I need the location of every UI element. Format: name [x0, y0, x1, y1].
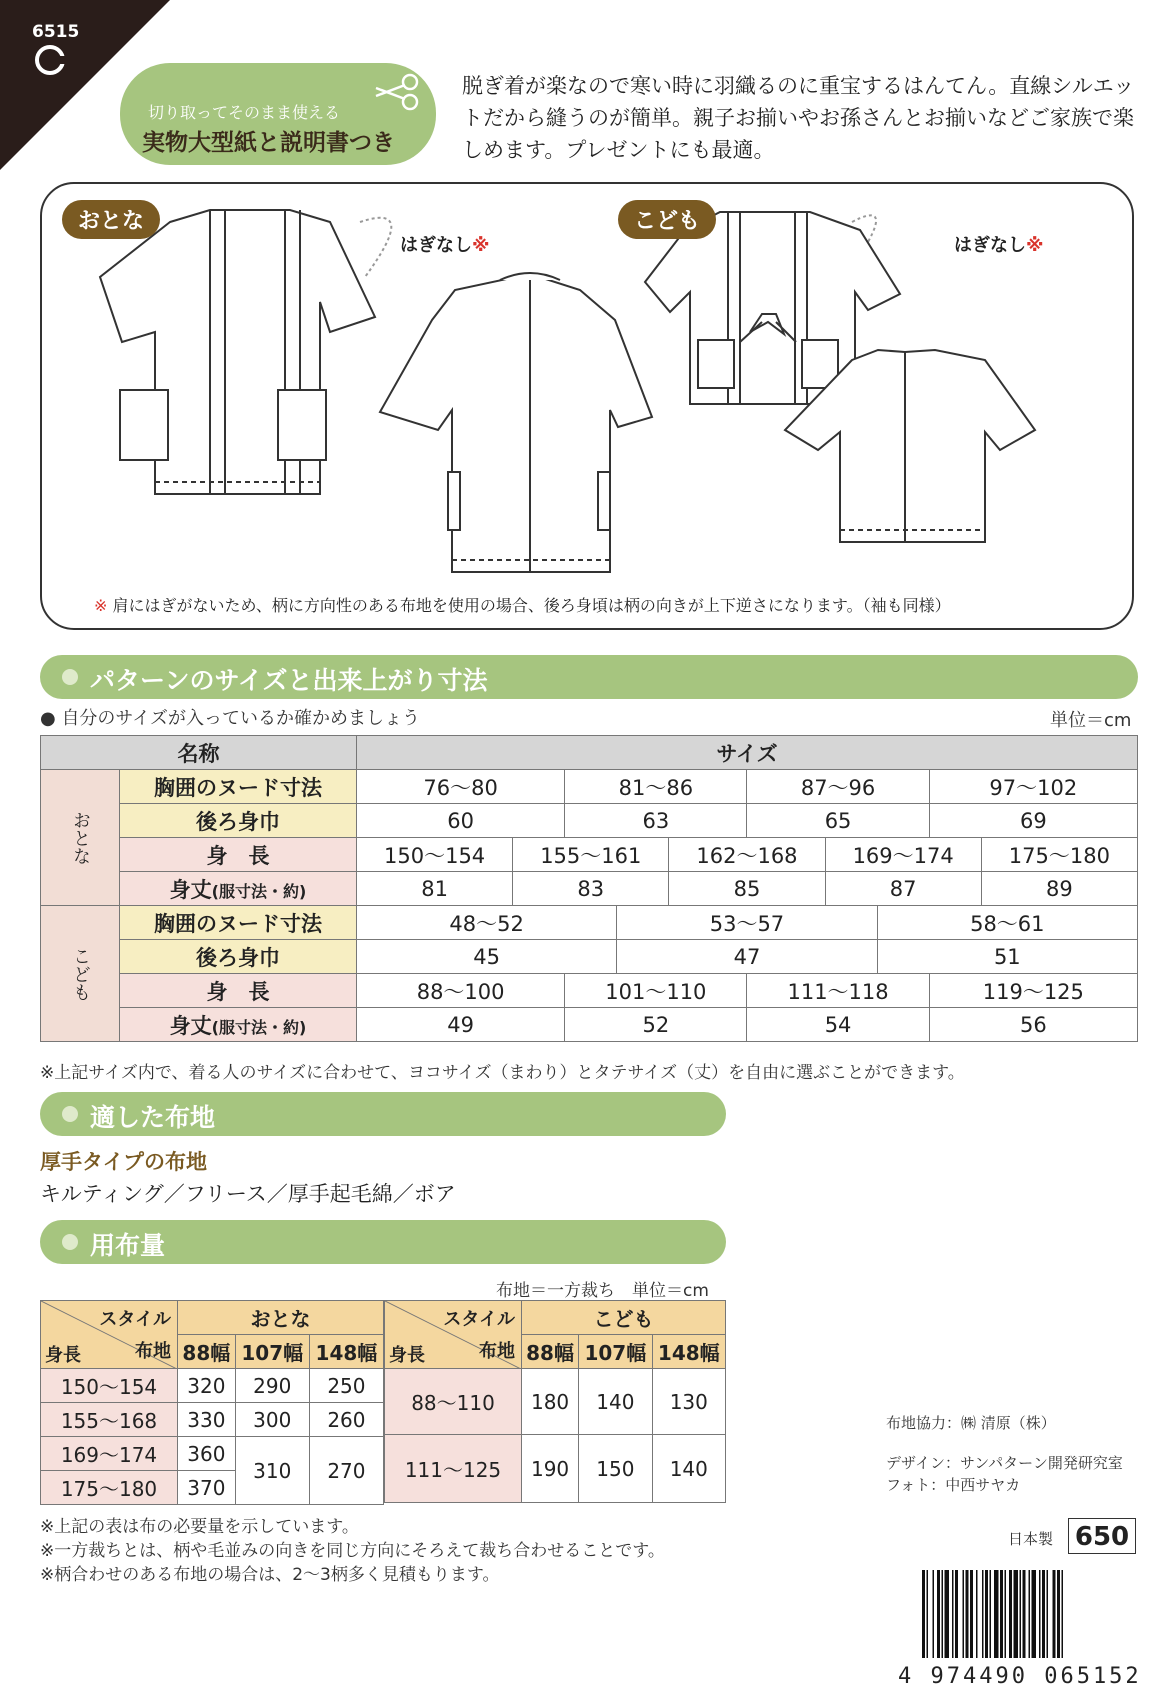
table-cell: 140 — [652, 1435, 725, 1503]
price-box: 650 — [1068, 1518, 1136, 1554]
table-cell: 130 — [652, 1369, 725, 1435]
height-label: 身長 — [45, 1345, 81, 1366]
table-corner — [41, 1301, 178, 1369]
table-corner — [385, 1301, 522, 1369]
barcode-bar — [1057, 1570, 1060, 1658]
barcode-bar — [1023, 1570, 1026, 1658]
table-cell: 260 — [309, 1403, 383, 1437]
brand-logo-icon — [32, 42, 68, 78]
table-cell: 180 — [522, 1369, 579, 1435]
table-cell: 89 — [981, 872, 1137, 906]
product-code: 6515 — [32, 22, 80, 42]
child-group-label: こども — [41, 906, 120, 1042]
barcode-bar — [1014, 1570, 1019, 1658]
width-header: 107幅 — [235, 1335, 309, 1369]
barcode-bar — [994, 1570, 999, 1658]
design-credit: デザイン：サンパターン開発研究室 — [886, 1454, 1123, 1472]
table-row — [41, 1301, 384, 1335]
barcode-bar — [952, 1570, 954, 1658]
panel-note — [94, 593, 951, 616]
made-in-label: 日本製 — [1008, 1530, 1054, 1548]
table-row — [41, 974, 1138, 1008]
table-cell: 56 — [929, 1008, 1137, 1042]
barcode-bar — [1053, 1570, 1056, 1658]
adult-tag: おとな — [62, 200, 160, 239]
row-label-back-width: 後ろ身巾 — [120, 804, 357, 838]
table-row — [41, 1403, 384, 1437]
table-cell: 190 — [522, 1435, 579, 1503]
barcode-bar — [982, 1570, 984, 1658]
table-cell: 290 — [235, 1369, 309, 1403]
height-cell: 169〜174 — [41, 1437, 178, 1471]
asterisk-mark: ※ — [1026, 235, 1044, 256]
intro-text: 脱ぎ着が楽なので寒い時に羽織るのに重宝するはんてん。直線シルエットだから縫うのが簡単。親子お揃いやお孫さんとお揃いなどご家族で楽しめます。プレゼントにも最適。 — [462, 74, 1135, 162]
length-label: 身丈 — [169, 877, 212, 902]
table-cell: 320 — [178, 1369, 236, 1403]
table-cell: 48〜52 — [357, 906, 617, 940]
adult-back-garment — [380, 273, 652, 572]
row-label-bust: 胸囲のヌード寸法 — [120, 770, 357, 804]
barcode-bar — [1042, 1570, 1045, 1658]
header-size: サイズ — [357, 736, 1138, 770]
table-cell: 65 — [747, 804, 929, 838]
badge-title: 実物大型紙と説明書つき — [142, 130, 395, 156]
barcode-icon — [918, 1570, 1136, 1662]
size-lead: ● 自分のサイズが入っているか確かめましょう — [40, 708, 420, 729]
height-cell: 111〜125 — [385, 1435, 522, 1503]
header-name: 名称 — [41, 736, 357, 770]
adult-group-label: おとな — [41, 770, 120, 906]
yardage-table-adult — [40, 1300, 384, 1505]
barcode-bar — [1029, 1570, 1031, 1658]
barcode-bar — [933, 1570, 935, 1658]
table-cell: 63 — [565, 804, 747, 838]
table-cell: 162〜168 — [669, 838, 825, 872]
table-cell: 370 — [178, 1471, 236, 1505]
row-label-length — [120, 1008, 357, 1042]
barcode-bar — [1005, 1570, 1007, 1658]
height-cell: 88〜110 — [385, 1369, 522, 1435]
table-cell: 81〜86 — [565, 770, 747, 804]
table-cell: 87 — [825, 872, 981, 906]
size-unit: 単位＝cm — [1050, 710, 1132, 731]
table-row — [385, 1369, 726, 1435]
barcode-bar — [1039, 1570, 1041, 1658]
barcode-bar — [990, 1570, 992, 1658]
length-note: (服寸法・約) — [211, 881, 307, 901]
row-label-back-width: 後ろ身巾 — [120, 940, 357, 974]
fabric-label: 布地 — [479, 1341, 515, 1362]
table-row — [41, 1437, 384, 1471]
table-cell: 270 — [309, 1437, 383, 1505]
no-seam-label-adult — [400, 231, 490, 257]
asterisk-mark: ※ — [94, 596, 108, 615]
section-title: 適した布地 — [90, 1103, 216, 1132]
table-cell: 88〜100 — [357, 974, 565, 1008]
table-cell: 300 — [235, 1403, 309, 1437]
adult-front-garment — [100, 210, 375, 494]
table-row — [41, 736, 1138, 770]
yardage-note: ※上記の表は布の必要量を示しています。 — [40, 1517, 359, 1537]
barcode-bar — [937, 1570, 940, 1658]
height-cell: 155〜168 — [41, 1403, 178, 1437]
table-cell: 47 — [617, 940, 877, 974]
size-note: ※上記サイズ内で、着る人のサイズに合わせて、ヨコサイズ（まわり）とタテサイズ（丈）を自由に選ぶことができます。 — [40, 1063, 965, 1083]
barcode-bar — [1000, 1570, 1003, 1658]
table-cell: 60 — [357, 804, 565, 838]
barcode-bar — [970, 1570, 973, 1658]
table-row — [385, 1301, 726, 1335]
yardage-section-header — [40, 1220, 726, 1264]
table-cell: 49 — [357, 1008, 565, 1042]
height-cell: 150〜154 — [41, 1369, 178, 1403]
height-label: 身長 — [389, 1345, 425, 1366]
child-tag: こども — [618, 200, 716, 239]
fabric-label: 布地 — [135, 1341, 171, 1362]
table-cell: 52 — [565, 1008, 747, 1042]
size-section-header — [40, 655, 1138, 699]
table-row — [41, 770, 1138, 804]
width-header: 88幅 — [178, 1335, 236, 1369]
table-cell: 54 — [747, 1008, 929, 1042]
section-title: 用布量 — [90, 1231, 166, 1260]
scissors-icon — [372, 72, 424, 112]
barcode-bar — [927, 1570, 929, 1658]
yardage-unit: 布地＝一方裁ち 単位＝cm — [496, 1281, 709, 1301]
table-cell: 58〜61 — [877, 906, 1137, 940]
row-label-height: 身 長 — [120, 974, 357, 1008]
photo-credit: フォト：中西サヤカ — [886, 1476, 1021, 1494]
width-header: 88幅 — [522, 1335, 579, 1369]
table-cell: 155〜161 — [513, 838, 669, 872]
panel-note-text: 肩にはぎがないため、柄に方向性のある布地を使用の場合、後ろ身頃は柄の向きが上下逆さになります。（袖も同様） — [112, 596, 951, 615]
width-header: 148幅 — [652, 1335, 725, 1369]
no-seam-text: はぎなし — [954, 235, 1026, 256]
table-cell: 85 — [669, 872, 825, 906]
bullet-icon — [62, 1234, 78, 1250]
table-cell: 150〜154 — [357, 838, 513, 872]
length-label: 身丈 — [169, 1013, 212, 1038]
no-seam-label-child — [954, 231, 1044, 257]
table-cell: 81 — [357, 872, 513, 906]
style-label: スタイル — [99, 1309, 171, 1330]
table-row — [41, 872, 1138, 906]
barcode-bar — [945, 1570, 950, 1658]
size-lead-text: 自分のサイズが入っているか確かめましょう — [61, 708, 420, 729]
row-label-height: 身 長 — [120, 838, 357, 872]
bullet-icon — [62, 1106, 78, 1122]
barcode-number: 4 974490 065152 — [898, 1664, 1142, 1689]
badge-subtitle: 切り取ってそのまま使える — [148, 103, 341, 122]
table-cell: 360 — [178, 1437, 236, 1471]
yardage-note: ※一方裁ちとは、柄や毛並みの向きを同じ方向にそろえて裁ち合わせることです。 — [40, 1541, 665, 1561]
style-header: おとな — [178, 1301, 384, 1335]
barcode-bar — [1009, 1570, 1012, 1658]
table-row — [41, 1008, 1138, 1042]
table-cell: 150 — [579, 1435, 652, 1503]
barcode-bar — [955, 1570, 958, 1658]
table-cell: 45 — [357, 940, 617, 974]
fabric-credit: 布地協力：㈱ 清原（株） — [886, 1414, 1056, 1432]
barcode-bar — [1047, 1570, 1049, 1658]
bullet-icon — [62, 669, 78, 685]
size-table — [40, 735, 1138, 1042]
no-seam-text: はぎなし — [400, 235, 472, 256]
table-row — [41, 838, 1138, 872]
table-cell: 101〜110 — [565, 974, 747, 1008]
barcode-bar — [976, 1570, 978, 1658]
table-row — [41, 906, 1138, 940]
table-cell: 175〜180 — [981, 838, 1137, 872]
table-row — [41, 940, 1138, 974]
fabric-section-header — [40, 1092, 726, 1136]
barcode-bar — [985, 1570, 988, 1658]
barcode-bar — [922, 1570, 925, 1658]
table-cell: 330 — [178, 1403, 236, 1437]
table-cell: 250 — [309, 1369, 383, 1403]
width-header: 107幅 — [579, 1335, 652, 1369]
row-label-length — [120, 872, 357, 906]
height-cell: 175〜180 — [41, 1471, 178, 1505]
barcode-bar — [966, 1570, 969, 1658]
barcode-bar — [1020, 1570, 1022, 1658]
barcode-bar — [963, 1570, 965, 1658]
table-cell: 83 — [513, 872, 669, 906]
style-label: スタイル — [443, 1309, 515, 1330]
table-row — [385, 1435, 726, 1503]
table-cell: 169〜174 — [825, 838, 981, 872]
table-cell: 119〜125 — [929, 974, 1137, 1008]
barcode-bar — [1062, 1570, 1064, 1658]
table-row — [41, 1369, 384, 1403]
row-label-bust: 胸囲のヌード寸法 — [120, 906, 357, 940]
yardage-note: ※柄合わせのある布地の場合は、2〜3柄多く見積もります。 — [40, 1565, 500, 1585]
fabric-list: キルティング／フリース／厚手起毛綿／ボア — [40, 1182, 456, 1206]
fabric-type: 厚手タイプの布地 — [40, 1150, 207, 1174]
section-title: パターンのサイズと出来上がり寸法 — [90, 666, 488, 695]
table-cell: 140 — [579, 1369, 652, 1435]
table-cell: 76〜80 — [357, 770, 565, 804]
table-cell: 111〜118 — [747, 974, 929, 1008]
table-cell: 69 — [929, 804, 1137, 838]
style-header: こども — [522, 1301, 726, 1335]
table-cell: 310 — [235, 1437, 309, 1505]
table-cell: 51 — [877, 940, 1137, 974]
asterisk-mark: ※ — [472, 235, 490, 256]
table-row — [41, 804, 1138, 838]
table-cell: 87〜96 — [747, 770, 929, 804]
barcode-bar — [942, 1570, 944, 1658]
length-note: (服寸法・約) — [211, 1017, 307, 1037]
table-cell: 53〜57 — [617, 906, 877, 940]
barcode-bar — [1032, 1570, 1037, 1658]
yardage-table-child — [384, 1300, 726, 1503]
table-cell: 97〜102 — [929, 770, 1137, 804]
width-header: 148幅 — [309, 1335, 383, 1369]
